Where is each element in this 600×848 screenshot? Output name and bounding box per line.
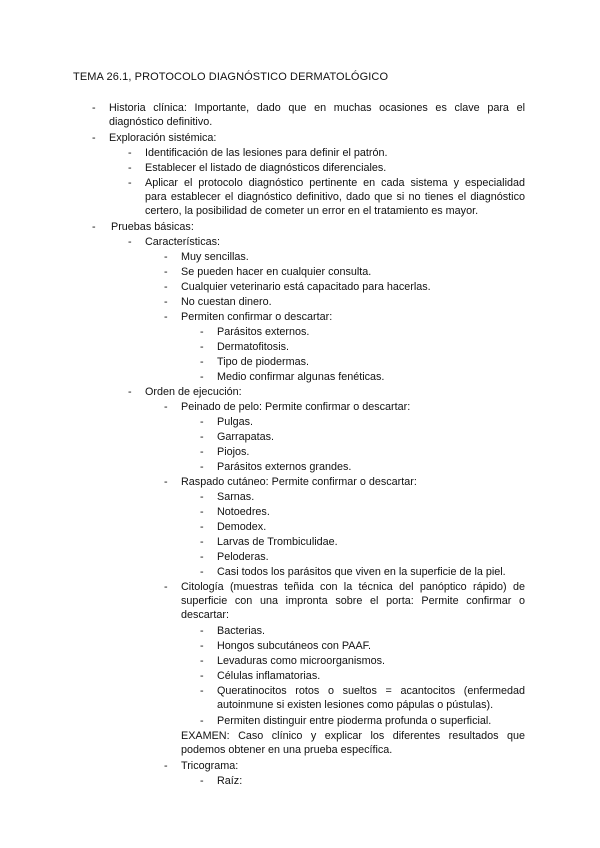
bullet-dash: - <box>128 177 132 189</box>
bullet-dash: - <box>200 371 204 383</box>
bullet-dash: - <box>200 431 204 443</box>
bullet-dash: - <box>200 446 204 458</box>
caracteristicas-item-1: Muy sencillas. <box>181 251 249 263</box>
bullet-dash: - <box>164 266 168 278</box>
bullet-dash: - <box>164 476 168 488</box>
peinado-item-2: Garrapatas. <box>217 431 275 443</box>
citologia-line-3: descartar: <box>181 609 230 621</box>
caracteristicas-item-2: Se pueden hacer en cualquier consulta. <box>181 266 372 278</box>
bullet-dash: - <box>200 356 204 368</box>
peinado-label: Peinado de pelo: Permite confirmar o descartar: <box>181 401 411 413</box>
pruebas-label: Pruebas básicas: <box>111 221 194 233</box>
bullet-dash: - <box>164 296 168 308</box>
bullet-dash: - <box>164 581 168 593</box>
caracteristicas-item-4: No cuestan dinero. <box>181 296 272 308</box>
bullet-dash: - <box>200 536 204 548</box>
tricograma-label: Tricograma: <box>181 760 239 772</box>
bullet-dash: - <box>200 551 204 563</box>
caracteristicas-label: Características: <box>145 236 220 248</box>
raspado-item-3: Demodex. <box>217 521 267 533</box>
bullet-dash: - <box>200 341 204 353</box>
bullet-dash: - <box>200 655 204 667</box>
exploracion-item-1: Identificación de las lesiones para definir el patrón. <box>145 147 388 159</box>
bullet-dash: - <box>128 162 132 174</box>
bullet-dash: - <box>200 461 204 473</box>
exploracion-item-3-line-1: Aplicar el protocolo diagnóstico pertinente en cada sistema y especialidad <box>145 177 525 189</box>
citologia-line-1: Citología (muestras teñida con la técnica del panóptico rápido) de <box>181 581 525 593</box>
bullet-dash: - <box>164 281 168 293</box>
raspado-item-4: Larvas de Trombiculidae. <box>217 536 338 548</box>
citologia-item-4: Células inflamatorias. <box>217 670 321 682</box>
raspado-item-6: Casi todos los parásitos que viven en la superficie de la piel. <box>217 566 506 578</box>
examen-note-line-2: podemos obtener en una prueba específica. <box>181 744 393 756</box>
raspado-item-2: Notoedres. <box>217 506 270 518</box>
citologia-item-6: Permiten distinguir entre pioderma profunda o superficial. <box>217 715 492 727</box>
bullet-dash: - <box>200 715 204 727</box>
tricograma-item-1: Raíz: <box>217 775 243 787</box>
permiten-item-3: Tipo de piodermas. <box>217 356 310 368</box>
bullet-dash: - <box>200 326 204 338</box>
raspado-item-1: Sarnas. <box>217 491 255 503</box>
bullet-dash: - <box>200 521 204 533</box>
bullet-dash: - <box>200 506 204 518</box>
caracteristicas-item-3: Cualquier veterinario está capacitado para hacerlas. <box>181 281 431 293</box>
peinado-item-4: Parásitos externos grandes. <box>217 461 352 473</box>
bullet-dash: - <box>200 491 204 503</box>
peinado-item-1: Pulgas. <box>217 416 254 428</box>
bullet-dash: - <box>200 566 204 578</box>
historia-line-2: diagnóstico definitivo. <box>109 116 213 128</box>
exploracion-item-3-line-2: para establecer el diagnóstico definitivo, dado que si no tienes el diagnóstico <box>145 191 525 203</box>
raspado-label: Raspado cutáneo: Permite confirmar o descartar: <box>181 476 417 488</box>
orden-label: Orden de ejecución: <box>145 386 242 398</box>
page-title: TEMA 26.1, PROTOCOLO DIAGNÓSTICO DERMATOLÓGICO <box>73 71 389 83</box>
permiten-item-1: Parásitos externos. <box>217 326 310 338</box>
exploracion-item-2: Establecer el listado de diagnósticos diferenciales. <box>145 162 387 174</box>
bullet-dash: - <box>164 251 168 263</box>
bullet-dash: - <box>200 625 204 637</box>
citologia-item-2: Hongos subcutáneos con PAAF. <box>217 640 372 652</box>
historia-line-1: Historia clínica: Importante, dado que en muchas ocasiones es clave para el <box>109 102 525 114</box>
citologia-item-5-line-2: autoinmune si existen lesiones como pápulas o pústulas). <box>217 699 494 711</box>
citologia-item-3: Levaduras como microorganismos. <box>217 655 386 667</box>
bullet-dash: - <box>200 416 204 428</box>
bullet-dash: - <box>92 102 96 114</box>
raspado-item-5: Peloderas. <box>217 551 269 563</box>
bullet-dash: - <box>200 775 204 787</box>
bullet-dash: - <box>92 221 96 233</box>
bullet-dash: - <box>128 236 132 248</box>
permiten-item-4: Medio confirmar algunas fenéticas. <box>217 371 385 383</box>
peinado-item-3: Piojos. <box>217 446 250 458</box>
bullet-dash: - <box>200 640 204 652</box>
caracteristicas-item-5: Permiten confirmar o descartar: <box>181 311 333 323</box>
citologia-item-1: Bacterias. <box>217 625 266 637</box>
bullet-dash: - <box>200 685 204 697</box>
bullet-dash: - <box>200 670 204 682</box>
examen-note-line-1: EXAMEN: Caso clínico y explicar los diferentes resultados que <box>181 730 525 742</box>
bullet-dash: - <box>128 386 132 398</box>
bullet-dash: - <box>128 147 132 159</box>
exploracion-item-3-line-3: certero, la posibilidad de cometer un error en el tratamiento es mayor. <box>145 205 479 217</box>
bullet-dash: - <box>164 311 168 323</box>
bullet-dash: - <box>164 401 168 413</box>
citologia-line-2: superficie con una impronta sobre el porta: Permite confirmar o <box>181 595 525 607</box>
permiten-item-2: Dermatofitosis. <box>217 341 289 353</box>
citologia-item-5-line-1: Queratinocitos rotos o sueltos = acantocitos (enfermedad <box>217 685 525 697</box>
bullet-dash: - <box>92 132 96 144</box>
bullet-dash: - <box>164 760 168 772</box>
exploracion-label: Exploración sistémica: <box>109 132 217 144</box>
